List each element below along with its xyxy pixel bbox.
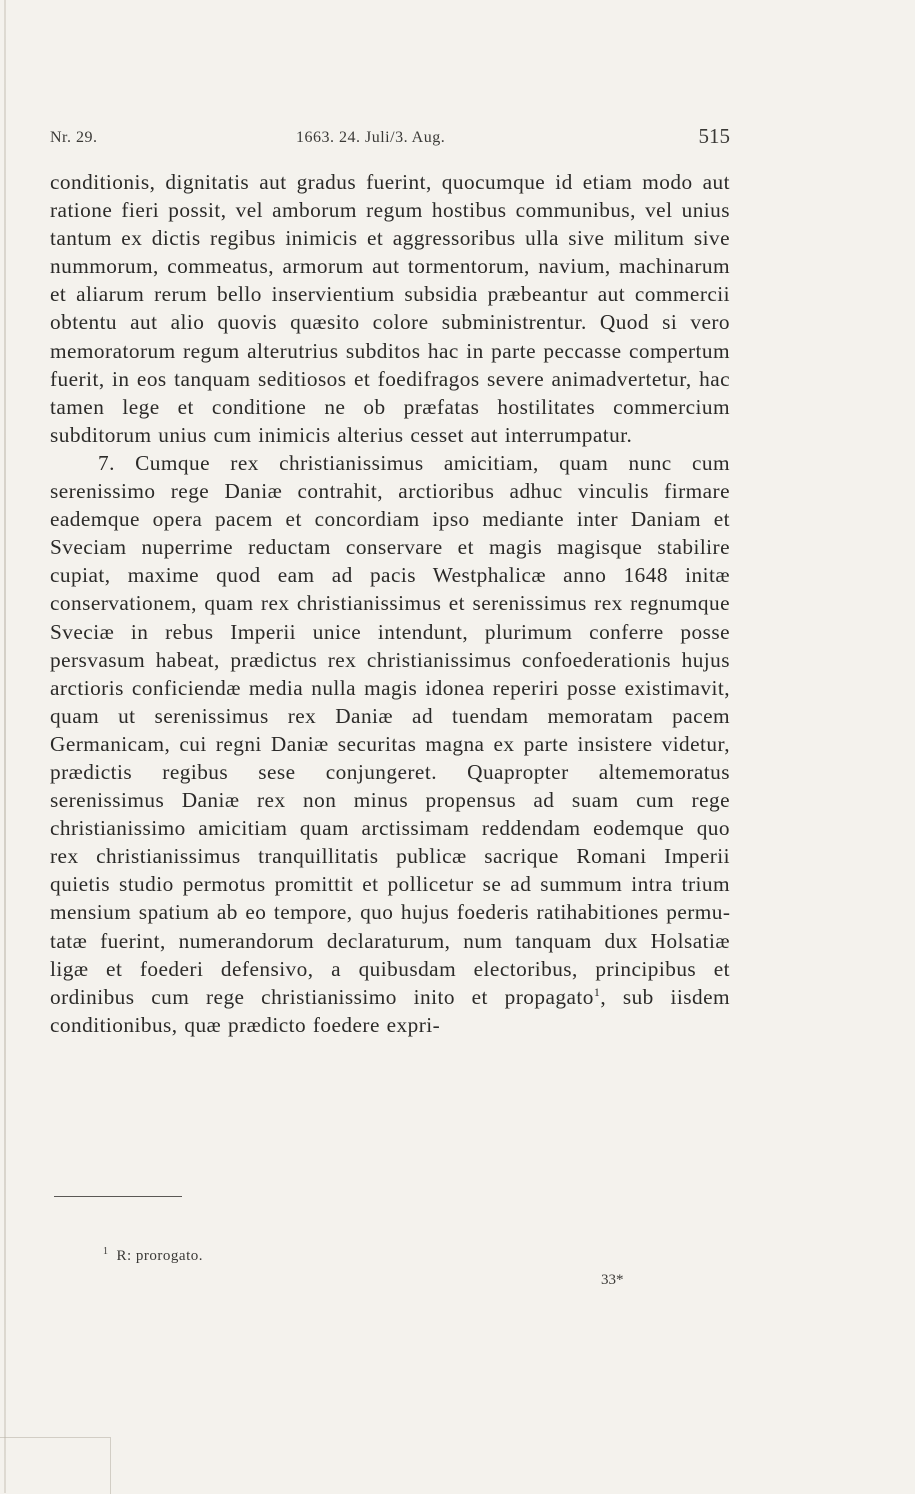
paragraph-2: [50, 449, 730, 1039]
signature-mark: 33*: [601, 1272, 624, 1288]
page-edge-shadow: [4, 0, 6, 1493]
footnote-rule: [54, 1196, 182, 1197]
footnote: [103, 1246, 203, 1265]
document-date: 1663. 24. Juli/3. Aug.: [296, 129, 446, 146]
running-head: [50, 117, 730, 147]
footnote-reference[interactable]: 1: [593, 984, 601, 999]
paragraph-2-main: 7. Cumque rex christianissimus amicitiam, quam nunc cum serenissimo rege Daniæ contrahit, arctioribus adhuc vinculis firmare eademque opera pacem et concordiam ipso mediante inter Daniam et Sveciam nuperrime reductam conservare et magis magisque stabilire cupiat, maxime quod eam ad pacis Westphalicæ anno 1648 initæ conservationem, quam rex christianissimus et serenissimus rex regnumque Sveciæ in rebus Imperii unice intendunt, plurimum conferre posse persvasum habeat, prædictus rex christianissimus confoederationis hujus arctioris conficiendæ media nulla magis idonea reperiri posse existimavit, quam ut serenissimus rex Daniæ ad tuendam memoratam pacem Germanicam, cui regni Daniæ securitas magna ex parte insistere videtur, prædictis regibus sese conjungeret. Quapropter altememoratus serenissimus Daniæ rex non minus propensus ad suam cum rege christianissimo amicitiam quam arctissimam reddendam eodemque quo rex christianissimus tranquillitatis publicæ sacrique Romani Imperii quietis studio permotus promittit et pollicetur se ad summum intra trium mensium spatium ab eo tempore, quo hujus foederis ratihabitiones permutatæ fuerint, numerandorum declaraturum, num tanquam dux Holsatiæ ligæ et foederi defensivo, a quibusdam electoribus, principibus et ordinibus cum rege christianissimo inito et propagato: [50, 450, 730, 1009]
paragraph-1: conditionis, dignitatis aut gradus fuerint, quocumque id etiam modo aut ratione fieri possit, vel amborum regum hostibus communibus, vel unius tantum ex dictis regibus inimicis et aggressoribus ulla sive militum sive nummorum, commeatus, armorum aut tormentorum, navium, machinarum et aliarum rerum bello inservientium subsidia præbeantur aut commercii obtentu aut alio quovis quæsito colore subministrentur. Quod si vero memoratorum regum alterutrius subditos hac in parte peccasse compertum fuerit, in eos tanquam seditiosos et foedifragos severe animadvertetur, hac tamen lege et conditione ne ob præfatas hostilitates commercium subditorum unius cum inimicis alterius cesset aut interrumpatur.: [50, 170, 730, 447]
footnote-text: R: prorogato.: [116, 1248, 203, 1264]
corner-mark: [0, 1437, 111, 1494]
paragraph-2-end: , sub iisdem conditionibus, quæ prædicto foedere expri-: [50, 984, 730, 1037]
page-number: 515: [698, 124, 730, 148]
body-text: [50, 168, 730, 1039]
footnote-marker: 1: [103, 1246, 109, 1257]
document-number: Nr. 29.: [50, 129, 98, 146]
